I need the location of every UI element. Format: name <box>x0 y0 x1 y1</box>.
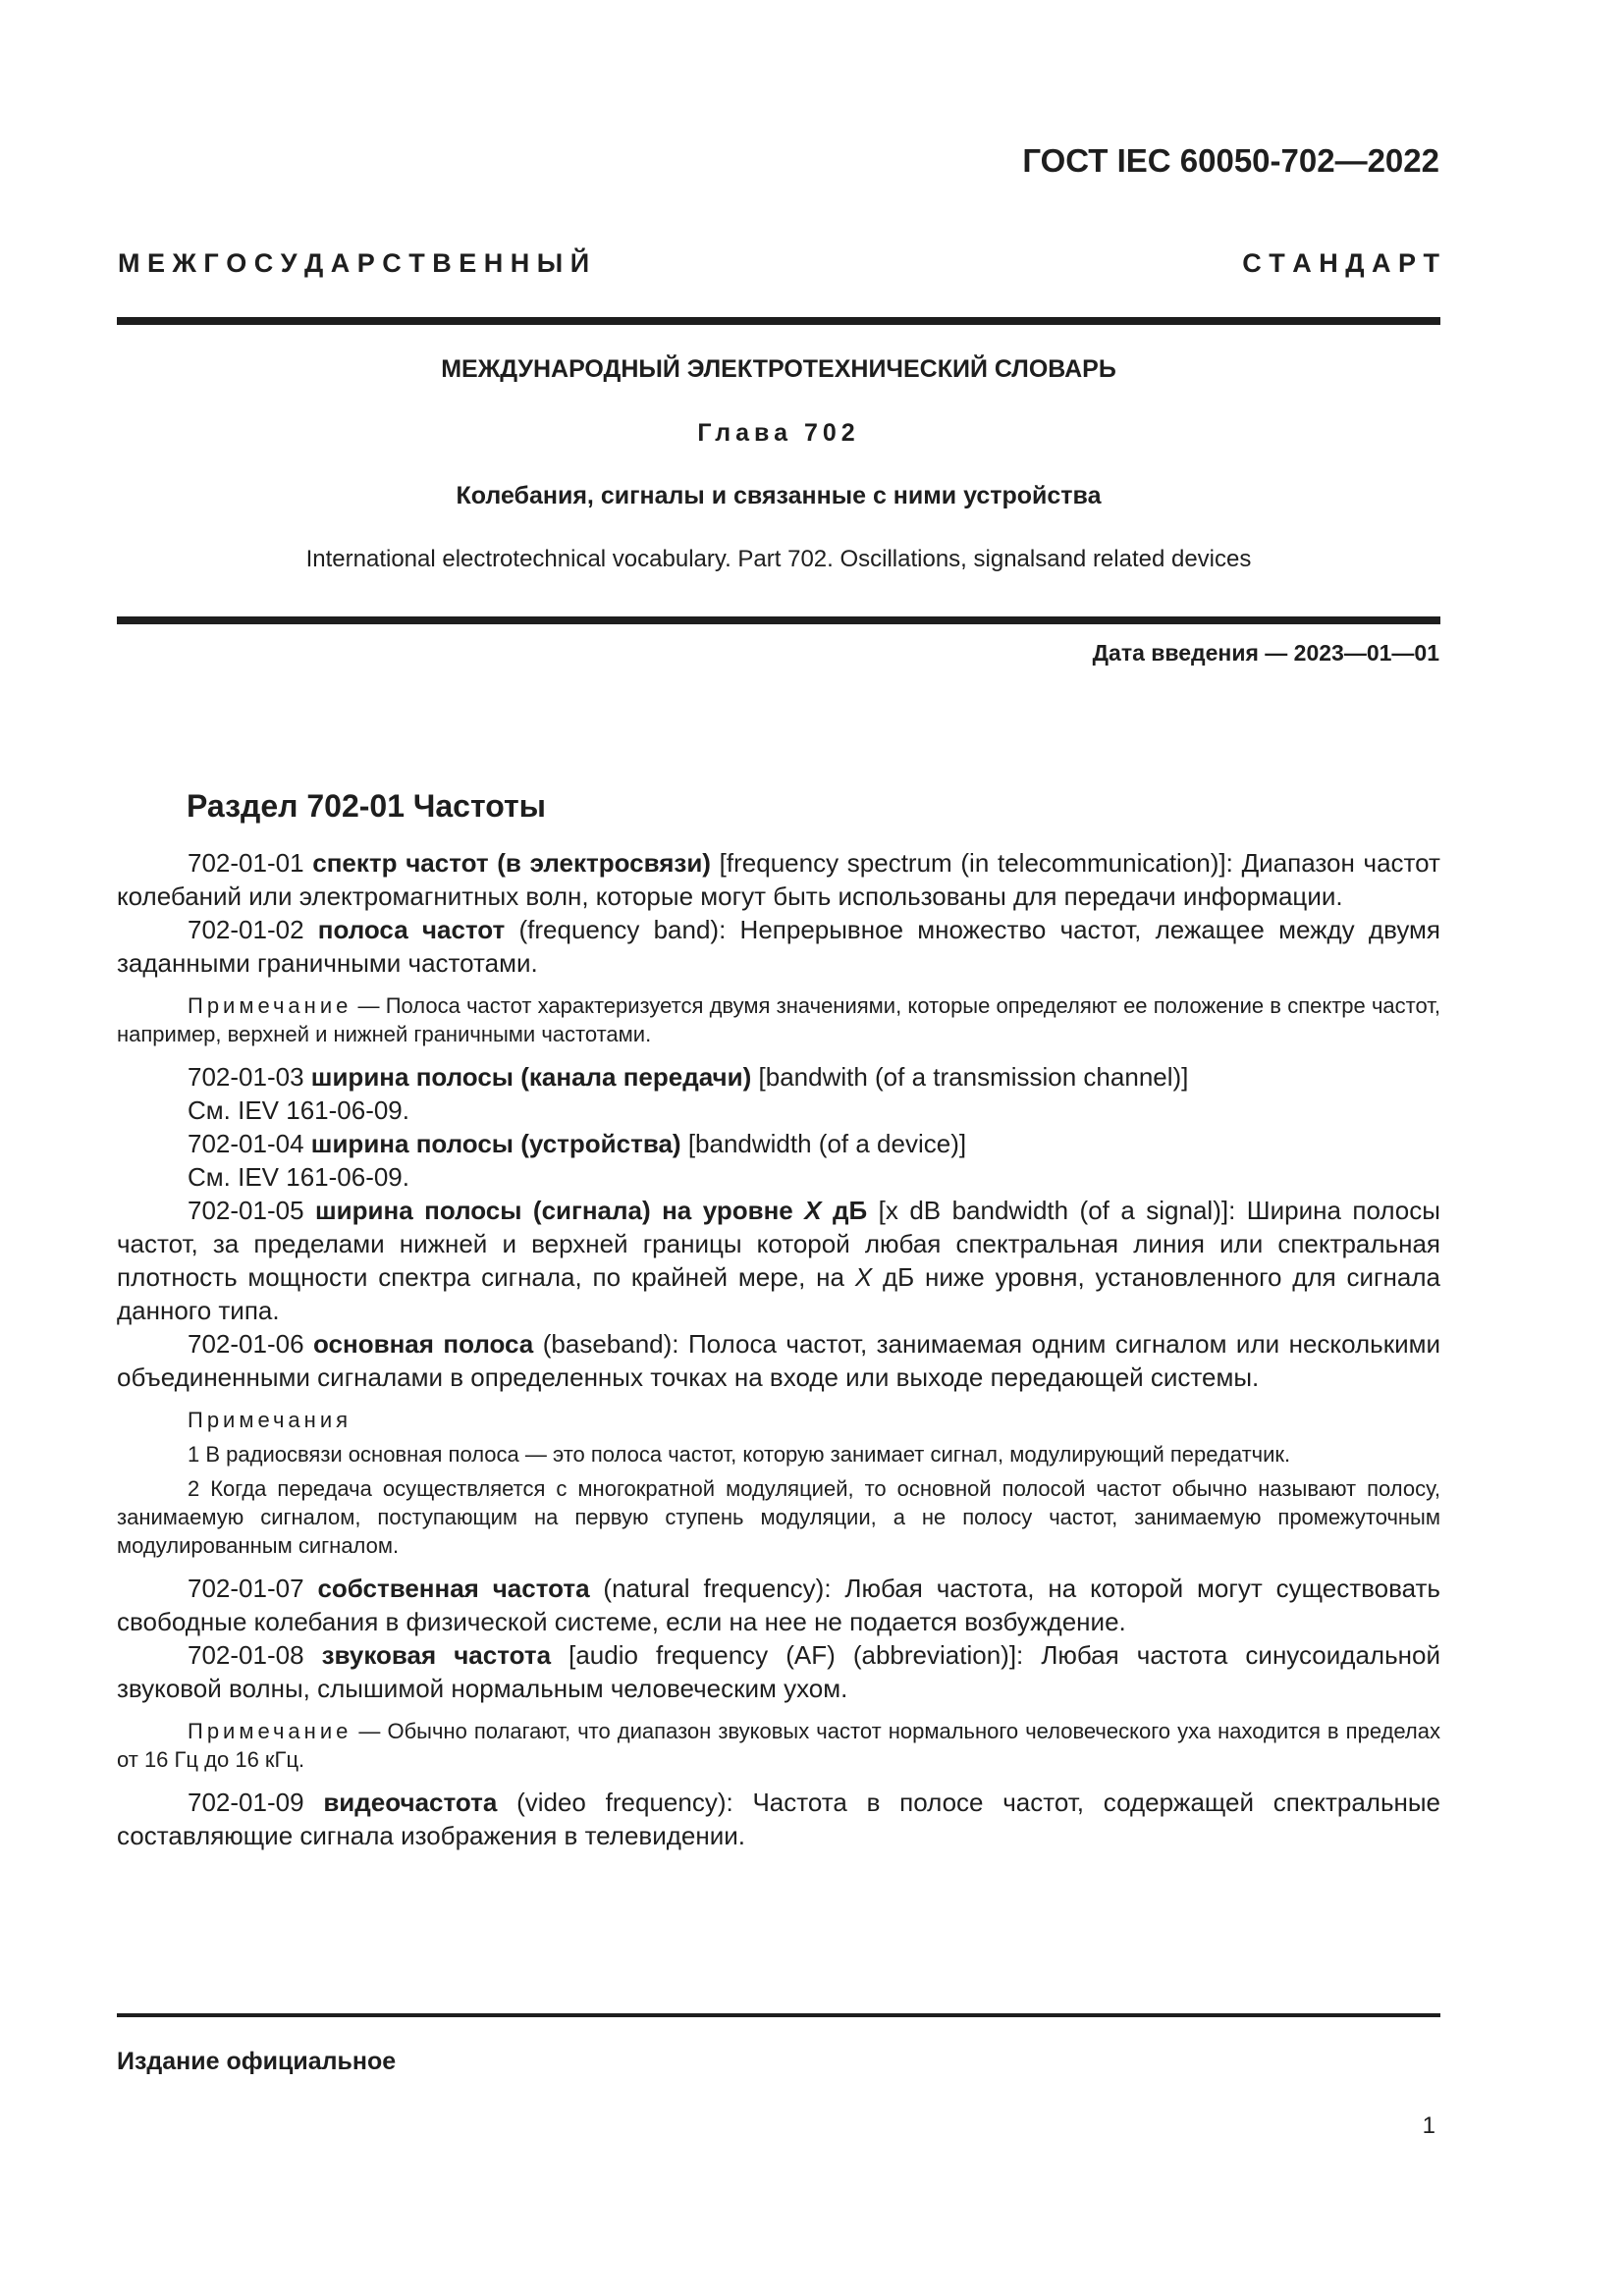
term-entry: 702-01-03 ширина полосы (канала передачи) [bandwith (of a transmission channel)] <box>188 1062 1189 1092</box>
english-title: International electrotechnical vocabulary. Part 702. Oscillations, signalsand related devices <box>305 546 1252 572</box>
document-title: МЕЖДУНАРОДНЫЙ ЭЛЕКТРОТЕХНИЧЕСКИЙ СЛОВАРЬ <box>441 355 1116 383</box>
see-reference: См. IEV 161-06-09. <box>188 1095 409 1125</box>
note: Примечание — Обычно полагают, что диапазон звуковых частот нормального человеческого уха находится в пределах от 16 Гц до 16 кГц. <box>117 1719 1440 1772</box>
document-subtitle: Колебания, сигналы и связанные с ними устройства <box>456 482 1102 509</box>
term-entry: 702-01-01 спектр частот (в электросвязи) [frequency spectrum (in telecommunication)]: Диапазон частот колебаний или электромагнитных волн, которые могут быть использованы для передачи информации. <box>117 848 1440 911</box>
banner-left: М Е Ж Г О С У Д А Р С Т В Е Н Н Ы Й <box>118 248 590 278</box>
section-heading: Раздел 702-01 Частоты <box>187 788 546 824</box>
title-rule <box>117 616 1440 624</box>
term-entry: 702-01-05 ширина полосы (сигнала) на уровне X дБ [x dB bandwidth (of a signal)]: Ширина полосы частот, за пределами нижней и верхней границы которой любая спектральная линия или спектральная плотность мощности спектра сигнала, по крайней мере, на X дБ ниже уровня, установленного для сигнала данного типа. <box>117 1196 1440 1325</box>
banner-right: С Т А Н Д А Р Т <box>1242 248 1439 278</box>
top-rule <box>117 317 1440 325</box>
introduction-date: Дата введения — 2023—01—01 <box>1092 640 1439 666</box>
chapter-label: Глава 702 <box>697 419 860 447</box>
term-entry: 702-01-02 полоса частот (frequency band): Непрерывное множество частот, лежащее между двумя заданными граничными частотами. <box>117 915 1440 978</box>
note: 2 Когда передача осуществляется с многократной модуляцией, то основной полосой частот обычно называют полосу, занимаемую сигналом, поступающим на первую ступень модуляции, а не полосу частот, занимаемую промежуточным модулированным сигналом. <box>117 1476 1440 1558</box>
note: Примечание — Полоса частот характеризуется двумя значениями, которые определяют ее положение в спектре частот, например, верхней и нижней граничными частотами. <box>117 993 1440 1046</box>
term-entry: 702-01-07 собственная частота (natural frequency): Любая частота, на которой могут существовать свободные колебания в физической системе, если на нее не подается возбуждение. <box>117 1574 1440 1636</box>
see-reference: См. IEV 161-06-09. <box>188 1162 409 1192</box>
edition-label: Издание официальное <box>117 2048 397 2075</box>
term-entry: 702-01-08 звуковая частота [audio frequency (AF) (abbreviation)]: Любая частота синусоидальной звуковой волны, слышимой нормальным человеческим ухом. <box>117 1640 1440 1703</box>
term-entry: 702-01-09 видеочастота (video frequency): Частота в полосе частот, содержащей спектральные составляющие сигнала изображения в телевидении. <box>117 1788 1440 1850</box>
term-entry: 702-01-04 ширина полосы (устройства) [bandwidth (of a device)] <box>188 1129 967 1158</box>
note: 1 В радиосвязи основная полоса — это полоса частот, которую занимает сигнал, модулирующий передатчик. <box>188 1442 1291 1467</box>
document-code: ГОСТ IEC 60050-702—2022 <box>1022 142 1439 179</box>
document-body <box>117 846 1440 1852</box>
notes-heading: Примечания <box>188 1408 352 1432</box>
term-entry: 702-01-06 основная полоса (baseband): Полоса частот, занимаемая одним сигналом или несколькими объединенными сигналами в определенных точках на входе или выходе передающей системы. <box>117 1329 1441 1392</box>
footer-rule <box>117 2013 1440 2017</box>
page-number: 1 <box>1422 2112 1435 2139</box>
standard-banner <box>118 248 1439 279</box>
